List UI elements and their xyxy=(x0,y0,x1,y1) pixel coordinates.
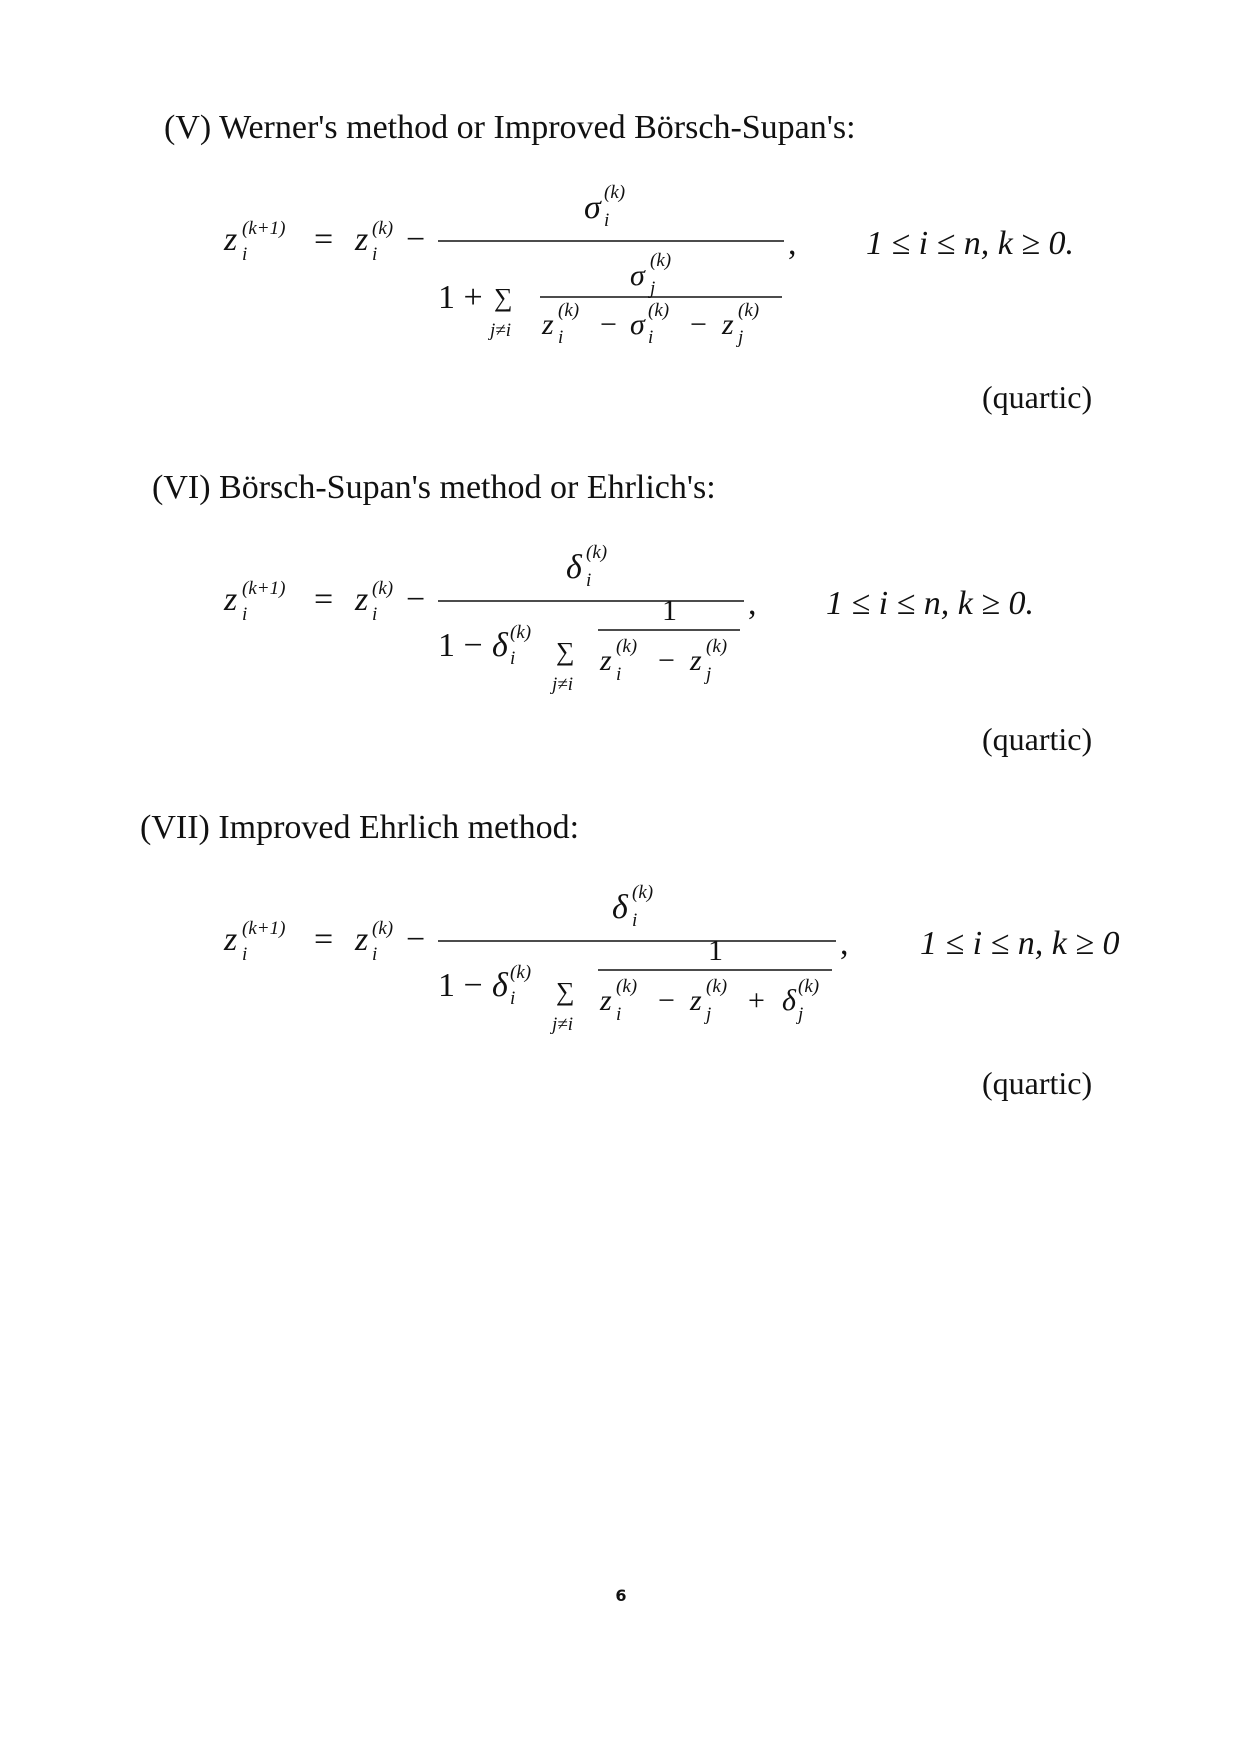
lhs-sub: i xyxy=(242,944,248,965)
inner-den-z2-sup: (k) xyxy=(738,300,760,321)
equals-sign: = xyxy=(314,921,334,958)
page-number: 6 xyxy=(615,1586,627,1605)
section-v-tag: (quartic) xyxy=(982,379,1093,415)
inner-numerator-sigma: σ xyxy=(630,259,645,292)
rhs-sup: (k) xyxy=(372,918,394,939)
minus-sign: − xyxy=(406,221,426,258)
eq-comma: , xyxy=(840,925,849,962)
inner-den-z2-sub: j xyxy=(706,664,712,685)
inner-den-delta-sub: j xyxy=(798,1004,804,1025)
condition-vii: 1 ≤ i ≤ n, k ≥ 0 xyxy=(920,925,1120,962)
lhs-sup: (k+1) xyxy=(242,218,286,239)
inner-den-z1-sup: (k) xyxy=(616,636,638,657)
inner-den-sigma-sub: i xyxy=(648,327,654,348)
sum-index: j≠i xyxy=(552,1014,573,1035)
sum-index: j≠i xyxy=(552,674,573,695)
minus-sign: − xyxy=(406,581,426,618)
inner-den-z1: z xyxy=(600,644,612,677)
condition-v: 1 ≤ i ≤ n, k ≥ 0. xyxy=(866,225,1075,262)
den-delta-sup: (k) xyxy=(510,622,532,643)
inner-den-z1-sub: i xyxy=(616,1004,622,1025)
inner-den-delta-sup: (k) xyxy=(798,976,820,997)
numerator-delta: δ xyxy=(612,889,628,926)
rhs-sub: i xyxy=(372,944,378,965)
lhs-z: z xyxy=(224,221,238,258)
inner-den-sigma: σ xyxy=(630,308,645,341)
inner-den-z1-sup: (k) xyxy=(558,300,580,321)
inner-den-z2: z xyxy=(690,984,702,1017)
inner-den-z1: z xyxy=(542,308,554,341)
equals-sign: = xyxy=(314,581,334,618)
lhs-z: z xyxy=(224,581,238,618)
numerator-sup: (k) xyxy=(586,542,608,563)
inner-numerator-one: 1 xyxy=(708,934,723,967)
rhs-sup: (k) xyxy=(372,578,394,599)
inner-den-z2-sub: j xyxy=(738,327,744,348)
numerator-sub: i xyxy=(604,210,610,231)
inner-den-z2-sup: (k) xyxy=(706,976,728,997)
numerator-sub: i xyxy=(586,570,592,591)
inner-den-plus: + xyxy=(748,984,765,1017)
lhs-z: z xyxy=(224,921,238,958)
numerator-sub: i xyxy=(632,910,638,931)
equation-vi xyxy=(0,530,1242,710)
inner-numerator-sup: (k) xyxy=(650,250,672,271)
sum-symbol: ∑ xyxy=(556,977,575,1006)
numerator-sigma: σ xyxy=(584,189,601,226)
inner-den-minus2: − xyxy=(690,308,707,341)
inner-numerator-one: 1 xyxy=(662,594,677,627)
denominator-one-minus: 1 − xyxy=(438,967,483,1004)
section-vii-heading: (VII) Improved Ehrlich method: xyxy=(140,809,580,846)
equation-v xyxy=(0,170,1242,360)
inner-den-delta: δ xyxy=(782,984,796,1017)
numerator-sup: (k) xyxy=(604,182,626,203)
sum-symbol: ∑ xyxy=(494,283,513,312)
lhs-sup: (k+1) xyxy=(242,918,286,939)
lhs-sup: (k+1) xyxy=(242,578,286,599)
inner-den-z1-sup: (k) xyxy=(616,976,638,997)
rhs-sub: i xyxy=(372,604,378,625)
sum-symbol: ∑ xyxy=(556,637,575,666)
den-delta: δ xyxy=(492,627,508,664)
inner-den-z2-sub: j xyxy=(706,1004,712,1025)
rhs-z: z xyxy=(355,921,369,958)
eq-comma: , xyxy=(748,585,757,622)
den-delta-sub: i xyxy=(510,988,516,1009)
den-delta-sup: (k) xyxy=(510,962,532,983)
condition-vi: 1 ≤ i ≤ n, k ≥ 0. xyxy=(826,585,1035,622)
section-vi-tag: (quartic) xyxy=(982,721,1093,757)
inner-den-z1-sub: i xyxy=(558,327,564,348)
inner-numerator-sub: j xyxy=(650,278,656,299)
rhs-z: z xyxy=(355,221,369,258)
equation-vii xyxy=(0,870,1242,1050)
inner-den-z2-sup: (k) xyxy=(706,636,728,657)
rhs-z: z xyxy=(355,581,369,618)
numerator-sup: (k) xyxy=(632,882,654,903)
minus-sign: − xyxy=(406,921,426,958)
denominator-one-plus: 1 + xyxy=(438,279,483,316)
section-v-heading: (V) Werner's method or Improved Börsch-Supan's: xyxy=(164,109,856,146)
inner-den-z2: z xyxy=(722,308,734,341)
eq-comma: , xyxy=(788,225,797,262)
numerator-delta: δ xyxy=(566,549,582,586)
rhs-sup: (k) xyxy=(372,218,394,239)
equals-sign: = xyxy=(314,221,334,258)
inner-den-minus1: − xyxy=(600,308,617,341)
inner-den-minus: − xyxy=(658,644,675,677)
den-delta: δ xyxy=(492,967,508,1004)
rhs-sub: i xyxy=(372,244,378,265)
inner-den-z2: z xyxy=(690,644,702,677)
section-vi-heading: (VI) Börsch-Supan's method or Ehrlich's: xyxy=(152,469,716,506)
inner-den-sigma-sup: (k) xyxy=(648,300,670,321)
inner-den-z1: z xyxy=(600,984,612,1017)
inner-den-z1-sub: i xyxy=(616,664,622,685)
lhs-sub: i xyxy=(242,244,248,265)
inner-den-minus: − xyxy=(658,984,675,1017)
den-delta-sub: i xyxy=(510,648,516,669)
lhs-sub: i xyxy=(242,604,248,625)
denominator-one-minus: 1 − xyxy=(438,627,483,664)
sum-index: j≠i xyxy=(490,320,511,341)
section-vii-tag: (quartic) xyxy=(982,1065,1093,1101)
